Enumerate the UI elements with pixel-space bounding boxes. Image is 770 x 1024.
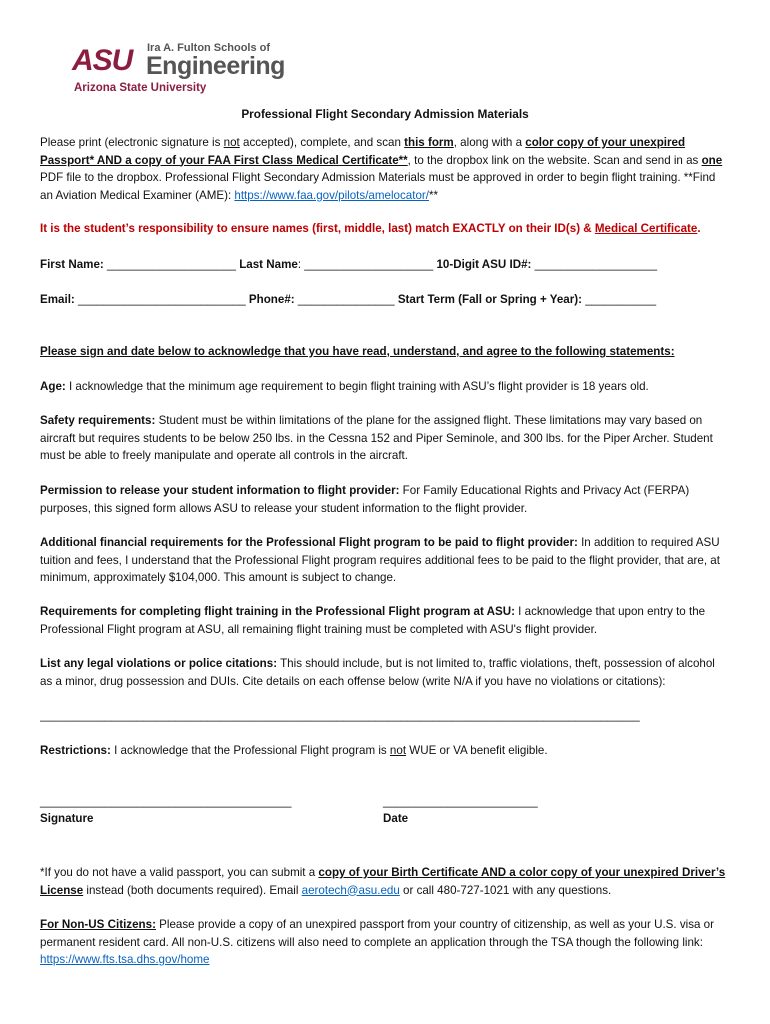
non-us-text: Please provide a copy of an unexpired passport from your country of citizenship, as well as your U.S. visa or permanent resident card. All non-U.S. citizens will also need to complete an application through the TSA though the following link: xyxy=(40,918,714,949)
permission-text: For Family Educational Rights and Privacy Act (FERPA) purposes, this signed form allows ASU to release your student information to the flight provider. xyxy=(40,484,690,515)
financial-statement xyxy=(40,534,730,587)
ame-locator-link[interactable]: https://www.faa.gov/pilots/amelocator/ xyxy=(234,188,429,202)
name-match-notice xyxy=(40,220,730,238)
intro-text: Please print (electronic signature is xyxy=(40,136,224,149)
legal-text: This should include, but is not limited to, traffic violations, theft, possession of alcohol as a minor, drug possession and DUIs. Cite details on each offense below (write N/A if you have no violations or citations): xyxy=(40,657,715,688)
phone-label: Phone#: xyxy=(248,293,295,306)
non-us-citizens-note xyxy=(40,916,730,969)
asu-engineering-logo xyxy=(72,40,292,98)
first-name-field[interactable]: ____________________ xyxy=(103,258,240,271)
restrictions-text: I acknowledge that the Professional Flight program is xyxy=(110,744,390,757)
requirements-text: I acknowledge that upon entry to the Professional Flight program at ASU, all remaining flight training must be completed with ASU's flight provider. xyxy=(40,605,706,636)
passport-note-alternative-docs: copy of your Birth Certificate AND a color copy of your unexpired Driver’s License xyxy=(40,866,726,897)
permission-statement xyxy=(40,482,730,517)
intro-this-form: this form xyxy=(404,136,454,149)
intro-one: one xyxy=(701,153,723,167)
age-label: Age: xyxy=(40,380,66,393)
acknowledge-heading-text: Please sign and date below to acknowledge that you have read, understand, and agree to the following statements: xyxy=(40,345,675,358)
restrictions-label: Restrictions: xyxy=(40,744,111,757)
notice-medical-certificate: Medical Certificate xyxy=(594,222,698,235)
signature-line[interactable]: _______________________________________ xyxy=(40,795,292,808)
financial-label: Additional financial requirements for the Professional Flight program to be paid to flight provider: xyxy=(40,536,578,549)
intro-required-docs: color copy of your unexpired Passport* AND a copy of your FAA First Class Medical Certificate** xyxy=(40,136,686,167)
intro-not: not xyxy=(223,136,240,149)
logo-university: Arizona State University xyxy=(74,82,207,94)
logo-engineering: Engineering xyxy=(146,52,285,80)
intro-text: , to the dropbox link on the website. Scan and send in as xyxy=(407,153,702,167)
date-line[interactable]: ________________________ xyxy=(383,795,538,808)
contact-fields-row xyxy=(40,291,730,309)
acknowledge-heading xyxy=(40,343,730,361)
safety-label: Safety requirements: xyxy=(40,414,156,427)
legal-details-field[interactable]: _____________________________________________________________________________________________ xyxy=(40,709,640,722)
passport-note-text: *If you do not have a valid passport, you can submit a xyxy=(40,866,319,879)
page-title: Professional Flight Secondary Admission Materials xyxy=(241,107,529,121)
date-label: Date xyxy=(383,812,409,825)
requirements-statement xyxy=(40,603,730,638)
intro-text: accepted), complete, and scan xyxy=(239,136,405,149)
intro-paragraph xyxy=(40,134,730,204)
age-text: I acknowledge that the minimum age requirement to begin flight training with ASU’s flight provider is 18 years old. xyxy=(65,380,649,393)
tsa-link[interactable]: https://www.fts.tsa.dhs.gov/home xyxy=(40,953,210,966)
email-label: Email: xyxy=(40,293,75,306)
name-fields-row xyxy=(40,256,730,274)
passport-note-text: or call 480-727-1021 with any questions. xyxy=(399,883,612,897)
phone-field[interactable]: _______________ xyxy=(294,293,398,306)
start-term-label: Start Term (Fall or Spring + Year): xyxy=(397,293,582,306)
last-name-field[interactable]: : ____________________ xyxy=(297,258,437,271)
non-us-label: For Non-US Citizens: xyxy=(40,918,156,931)
requirements-label: Requirements for completing flight training in the Professional Flight program at ASU: xyxy=(40,605,515,618)
last-name-label: Last Name xyxy=(239,258,298,271)
restrictions-text: WUE or VA benefit eligible. xyxy=(406,744,548,757)
restrictions-statement xyxy=(40,742,730,760)
passport-note-text: instead (both documents required). Email xyxy=(83,883,302,897)
legal-statement xyxy=(40,655,730,690)
financial-text: In addition to required ASU tuition and fees, I understand that the Professional Flight program requires additional fees to be paid to the flight provider, that are, at minimum, approximately $104,000. This amount is subject to change. xyxy=(40,536,720,584)
logo-school-name: Ira A. Fulton Schools of xyxy=(147,42,271,54)
asu-id-field[interactable]: ___________________ xyxy=(531,258,658,271)
intro-text: PDF file to the dropbox. Professional Flight Secondary Admission Materials must be approved in order to begin flight training. **Find an Aviation Medical Examiner (AME): xyxy=(40,171,716,202)
safety-text: Student must be within limitations of the plane for the assigned flight. These limitations may vary based on aircraft but requires students to be below 250 lbs. in the Cessna 152 and Piper Seminole, and 300 lbs. for the Piper Archer. Student must be able to freely manipulate and operate all controls in the aircraft. xyxy=(40,414,713,462)
intro-text: , along with a xyxy=(453,136,526,149)
start-term-field[interactable]: ___________ xyxy=(581,293,657,306)
notice-text: . xyxy=(697,222,701,235)
asu-logo-mark: ASU xyxy=(72,44,133,77)
age-statement xyxy=(40,378,730,396)
first-name-label: First Name: xyxy=(40,258,104,271)
legal-label: List any legal violations or police citations: xyxy=(40,657,278,670)
asu-id-label: 10-Digit ASU ID#: xyxy=(436,258,532,271)
email-field[interactable]: __________________________ xyxy=(74,293,249,306)
signature-label: Signature xyxy=(40,812,94,825)
intro-text: ** xyxy=(429,188,439,202)
aerotech-email-link[interactable]: aerotech@asu.edu xyxy=(301,883,400,897)
notice-text: It is the student’s responsibility to ensure names (first, middle, last) match EXACTLY on their ID(s) & xyxy=(40,222,595,235)
restrictions-not: not xyxy=(389,744,407,757)
passport-note xyxy=(40,864,730,899)
safety-statement xyxy=(40,412,730,465)
permission-label: Permission to release your student information to flight provider: xyxy=(40,484,400,497)
